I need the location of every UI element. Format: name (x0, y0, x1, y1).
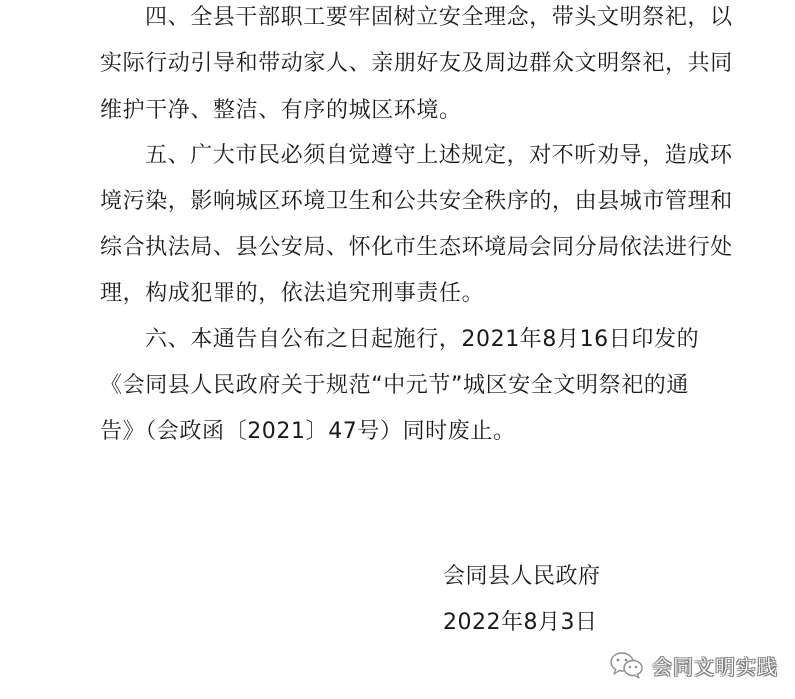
watermark-text: 会同文明实践 (652, 654, 778, 679)
issuer-name: 会同县人民政府 (443, 564, 601, 589)
paragraph-5-line-3: 综合执法局、县公安局、怀化市生态环境局会同分局依法进行处 (100, 235, 733, 260)
paragraph-5-line-1: 五、广大市民必须自觉遵守上述规定，对不听劝导，造成环 (145, 143, 733, 168)
paragraph-4-line-2: 实际行动引导和带动家人、亲朋好友及周边群众文明祭祀，共同 (100, 51, 733, 76)
paragraph-6-line-3: 告》（会政函〔2021〕47号）同时废止。 (100, 419, 516, 444)
paragraph-6-line-1: 六、本通告自公布之日起施行，2021年8月16日印发的 (145, 327, 700, 352)
watermark (608, 650, 778, 680)
paragraph-5-line-4: 理，构成犯罪的，依法追究刑事责任。 (100, 281, 485, 306)
paragraph-4-line-3: 维护干净、整洁、有序的城区环境。 (100, 98, 462, 123)
paragraph-4-line-1: 四、全县干部职工要牢固树立安全理念，带头文明祭祀，以 (145, 5, 733, 30)
issue-date: 2022年8月3日 (443, 610, 598, 635)
wechat-icon (608, 650, 644, 680)
paragraph-5-line-2: 境污染，影响城区环境卫生和公共安全秩序的，由县城市管理和 (100, 189, 733, 214)
paragraph-6-line-2: 《会同县人民政府关于规范“中元节”城区安全文明祭祀的通 (100, 373, 689, 398)
